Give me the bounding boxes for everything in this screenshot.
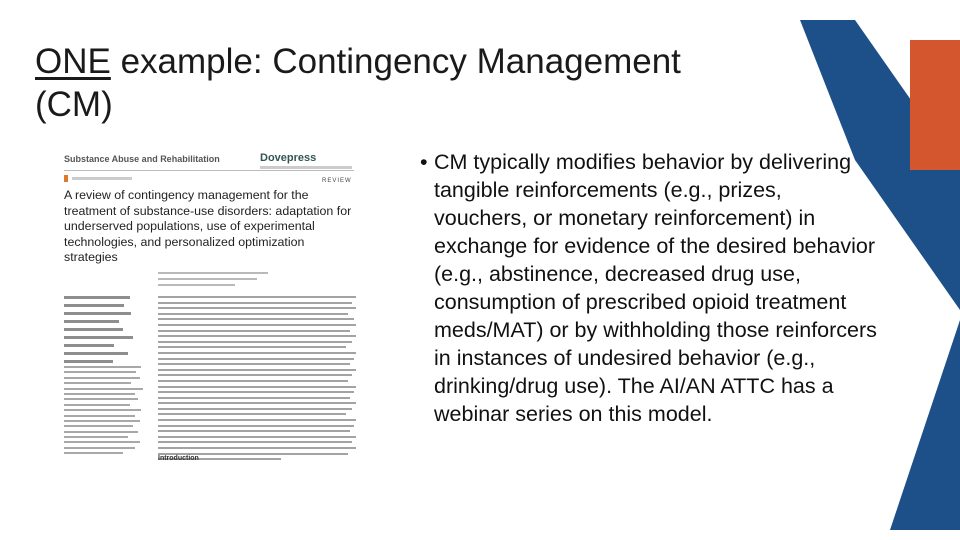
slide-title [35, 40, 795, 126]
paper-logo-text [72, 177, 132, 180]
paper-publisher: Dovepress [260, 152, 317, 164]
bullet-point [420, 148, 880, 428]
paper-authors [64, 296, 148, 368]
bullet-text: CM typically modifies behavior by delivering tangible reinforcements (e.g., prizes, vouchers, or monetary reinforcement) in exchange for evidence of the desired behavior (e.g., abstinence, decreased drug use, consumption of prescribed opioid treatment meds/MAT) or by withholding those reinforcers in instances of undesired behavior (e.g., drinking/drug use). The AI/AN ATTC has a webinar series on this model. [434, 150, 877, 426]
paper-affiliations [64, 366, 148, 458]
paper-title: A review of contingency management for the treatment of substance-use disorders: adaptation for underserved populations, use of experimental technologies, and personalized optimization strategies [64, 188, 352, 264]
orange-band-shape [910, 40, 960, 170]
paper-thumbnail [60, 148, 360, 464]
bullet-marker: • [420, 150, 428, 174]
paper-type-label: REVIEW [322, 178, 352, 184]
paper-publisher-subline [260, 166, 352, 169]
paper-note [158, 272, 268, 290]
paper-intro-heading: Introduction [158, 455, 199, 462]
paper-header-rule [64, 170, 354, 171]
paper-journal-name: Substance Abuse and Rehabilitation [64, 154, 220, 164]
paper-abstract [158, 296, 356, 464]
title-rest: example: Contingency Management [110, 42, 681, 81]
title-underlined-word: ONE [35, 42, 111, 81]
title-line2: (CM) [35, 85, 113, 124]
navy-triangle-shape [890, 320, 960, 530]
paper-logo-mark [64, 175, 68, 182]
